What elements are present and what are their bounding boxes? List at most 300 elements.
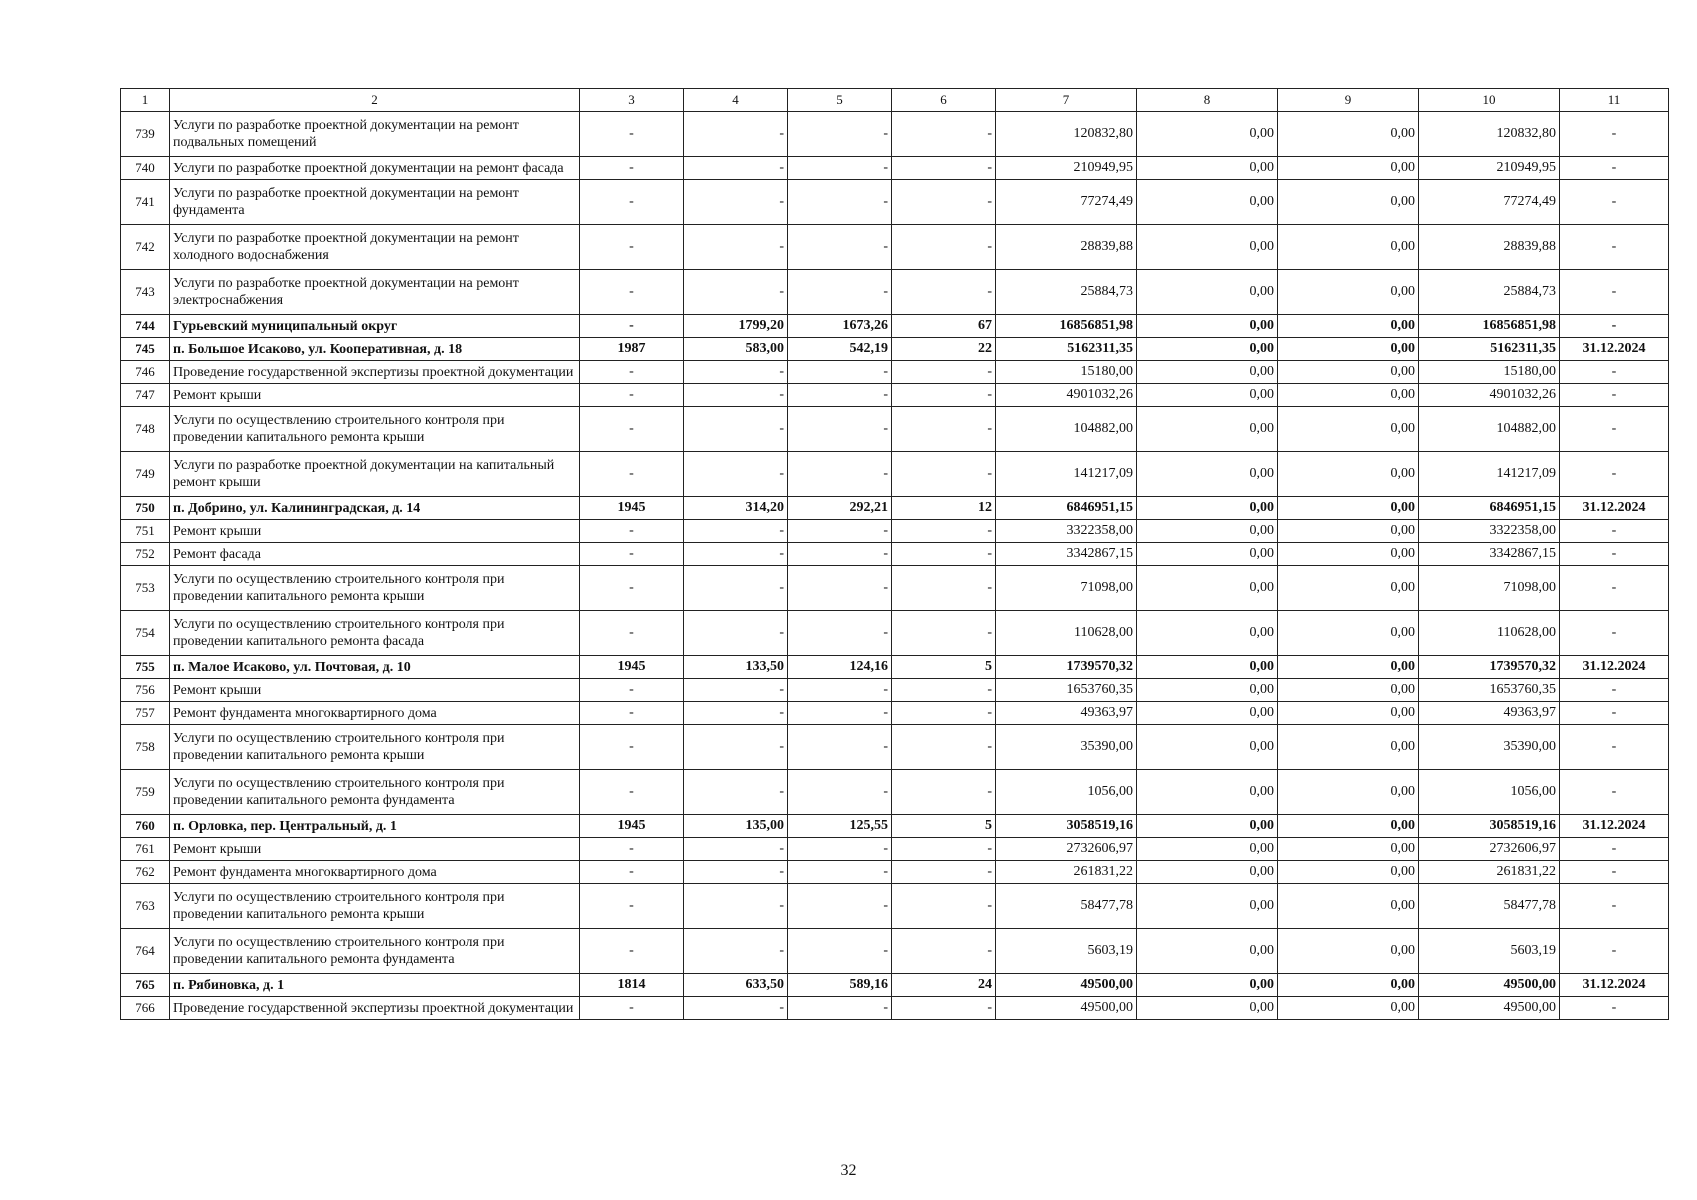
col5-cell: - xyxy=(788,929,892,974)
col5-cell: - xyxy=(788,270,892,315)
col7-cell: 210949,95 xyxy=(996,157,1137,180)
col8-cell: 0,00 xyxy=(1137,543,1278,566)
col10-cell: 25884,73 xyxy=(1419,270,1560,315)
col6-cell: - xyxy=(892,520,996,543)
table-row xyxy=(121,566,1669,611)
works-table xyxy=(120,88,1669,1020)
col9-cell: 0,00 xyxy=(1278,112,1419,157)
year-cell: - xyxy=(580,112,684,157)
row-number-cell: 746 xyxy=(121,361,170,384)
col9-cell: 0,00 xyxy=(1278,611,1419,656)
col6-cell: - xyxy=(892,384,996,407)
col8-cell: 0,00 xyxy=(1137,974,1278,997)
address-summary-row xyxy=(121,497,1669,520)
work-name-cell: Услуги по разработке проектной документации на ремонт фундамента xyxy=(170,180,580,225)
col11-cell: - xyxy=(1560,929,1669,974)
col10-cell: 16856851,98 xyxy=(1419,315,1560,338)
col7-cell: 2732606,97 xyxy=(996,838,1137,861)
col5-cell: - xyxy=(788,520,892,543)
col6-cell: 12 xyxy=(892,497,996,520)
year-cell: - xyxy=(580,180,684,225)
col8-cell: 0,00 xyxy=(1137,315,1278,338)
col7-cell: 15180,00 xyxy=(996,361,1137,384)
col4-cell: - xyxy=(684,702,788,725)
col8-cell: 0,00 xyxy=(1137,452,1278,497)
year-cell: - xyxy=(580,157,684,180)
table-row xyxy=(121,157,1669,180)
col6-cell: - xyxy=(892,361,996,384)
col11-cell: 31.12.2024 xyxy=(1560,815,1669,838)
col10-cell: 120832,80 xyxy=(1419,112,1560,157)
col8-cell: 0,00 xyxy=(1137,656,1278,679)
col11-cell: - xyxy=(1560,452,1669,497)
col8-cell: 0,00 xyxy=(1137,566,1278,611)
col6-cell: 5 xyxy=(892,656,996,679)
year-cell: - xyxy=(580,384,684,407)
col7-cell: 3322358,00 xyxy=(996,520,1137,543)
address-summary-row xyxy=(121,656,1669,679)
col8-cell: 0,00 xyxy=(1137,611,1278,656)
col5-cell: 292,21 xyxy=(788,497,892,520)
col11-cell: - xyxy=(1560,180,1669,225)
row-number-cell: 744 xyxy=(121,315,170,338)
row-number-cell: 755 xyxy=(121,656,170,679)
col11-cell: - xyxy=(1560,384,1669,407)
column-header: 5 xyxy=(788,89,892,112)
table-row xyxy=(121,112,1669,157)
col11-cell: 31.12.2024 xyxy=(1560,497,1669,520)
year-cell: - xyxy=(580,520,684,543)
col7-cell: 261831,22 xyxy=(996,861,1137,884)
work-name-cell: Услуги по осуществлению строительного контроля при проведении капитального ремонта фундамента xyxy=(170,929,580,974)
col7-cell: 1653760,35 xyxy=(996,679,1137,702)
col6-cell: - xyxy=(892,997,996,1020)
col10-cell: 5603,19 xyxy=(1419,929,1560,974)
col9-cell: 0,00 xyxy=(1278,884,1419,929)
work-name-cell: Ремонт фундамента многоквартирного дома xyxy=(170,861,580,884)
table-row xyxy=(121,702,1669,725)
col11-cell: - xyxy=(1560,725,1669,770)
col9-cell: 0,00 xyxy=(1278,180,1419,225)
col4-cell: 633,50 xyxy=(684,974,788,997)
col9-cell: 0,00 xyxy=(1278,861,1419,884)
col7-cell: 110628,00 xyxy=(996,611,1137,656)
col10-cell: 28839,88 xyxy=(1419,225,1560,270)
column-header: 1 xyxy=(121,89,170,112)
table-row xyxy=(121,929,1669,974)
col5-cell: - xyxy=(788,838,892,861)
address-summary-row xyxy=(121,315,1669,338)
col8-cell: 0,00 xyxy=(1137,407,1278,452)
row-number-cell: 753 xyxy=(121,566,170,611)
work-name-cell: п. Рябиновка, д. 1 xyxy=(170,974,580,997)
row-number-cell: 764 xyxy=(121,929,170,974)
year-cell: - xyxy=(580,361,684,384)
col4-cell: - xyxy=(684,566,788,611)
year-cell: - xyxy=(580,452,684,497)
col4-cell: - xyxy=(684,679,788,702)
col11-cell: - xyxy=(1560,225,1669,270)
col8-cell: 0,00 xyxy=(1137,225,1278,270)
row-number-cell: 745 xyxy=(121,338,170,361)
table-row xyxy=(121,770,1669,815)
col5-cell: 125,55 xyxy=(788,815,892,838)
col4-cell: 133,50 xyxy=(684,656,788,679)
table-row xyxy=(121,384,1669,407)
col9-cell: 0,00 xyxy=(1278,838,1419,861)
col5-cell: - xyxy=(788,225,892,270)
year-cell: 1945 xyxy=(580,815,684,838)
col6-cell: - xyxy=(892,611,996,656)
col8-cell: 0,00 xyxy=(1137,702,1278,725)
table-row xyxy=(121,725,1669,770)
table-row xyxy=(121,997,1669,1020)
col7-cell: 3342867,15 xyxy=(996,543,1137,566)
col11-cell: - xyxy=(1560,884,1669,929)
col4-cell: 1799,20 xyxy=(684,315,788,338)
column-header: 11 xyxy=(1560,89,1669,112)
col6-cell: - xyxy=(892,838,996,861)
col7-cell: 49363,97 xyxy=(996,702,1137,725)
col9-cell: 0,00 xyxy=(1278,679,1419,702)
row-number-cell: 739 xyxy=(121,112,170,157)
col9-cell: 0,00 xyxy=(1278,520,1419,543)
col5-cell: - xyxy=(788,861,892,884)
col5-cell: - xyxy=(788,180,892,225)
year-cell: 1814 xyxy=(580,974,684,997)
col10-cell: 1653760,35 xyxy=(1419,679,1560,702)
col5-cell: - xyxy=(788,157,892,180)
table-row xyxy=(121,611,1669,656)
col5-cell: - xyxy=(788,112,892,157)
col5-cell: 1673,26 xyxy=(788,315,892,338)
col5-cell: - xyxy=(788,702,892,725)
col9-cell: 0,00 xyxy=(1278,225,1419,270)
row-number-cell: 757 xyxy=(121,702,170,725)
year-cell: - xyxy=(580,407,684,452)
col5-cell: - xyxy=(788,611,892,656)
col7-cell: 3058519,16 xyxy=(996,815,1137,838)
col11-cell: - xyxy=(1560,270,1669,315)
col6-cell: 67 xyxy=(892,315,996,338)
work-name-cell: Услуги по разработке проектной документации на капитальный ремонт крыши xyxy=(170,452,580,497)
col11-cell: - xyxy=(1560,679,1669,702)
col8-cell: 0,00 xyxy=(1137,180,1278,225)
year-cell: - xyxy=(580,997,684,1020)
year-cell: - xyxy=(580,725,684,770)
col11-cell: - xyxy=(1560,861,1669,884)
col9-cell: 0,00 xyxy=(1278,543,1419,566)
col5-cell: - xyxy=(788,566,892,611)
work-name-cell: Услуги по разработке проектной документации на ремонт подвальных помещений xyxy=(170,112,580,157)
row-number-cell: 761 xyxy=(121,838,170,861)
table-row xyxy=(121,679,1669,702)
col10-cell: 49500,00 xyxy=(1419,974,1560,997)
year-cell: - xyxy=(580,838,684,861)
col11-cell: - xyxy=(1560,770,1669,815)
year-cell: - xyxy=(580,566,684,611)
table-row xyxy=(121,520,1669,543)
col6-cell: - xyxy=(892,270,996,315)
col4-cell: - xyxy=(684,384,788,407)
row-number-cell: 743 xyxy=(121,270,170,315)
work-name-cell: Ремонт крыши xyxy=(170,520,580,543)
col10-cell: 261831,22 xyxy=(1419,861,1560,884)
col4-cell: - xyxy=(684,520,788,543)
col11-cell: - xyxy=(1560,838,1669,861)
year-cell: 1945 xyxy=(580,497,684,520)
col6-cell: - xyxy=(892,929,996,974)
row-number-cell: 763 xyxy=(121,884,170,929)
row-number-cell: 756 xyxy=(121,679,170,702)
col4-cell: - xyxy=(684,770,788,815)
work-name-cell: Проведение государственной экспертизы проектной документации xyxy=(170,361,580,384)
year-cell: - xyxy=(580,611,684,656)
column-header: 3 xyxy=(580,89,684,112)
col8-cell: 0,00 xyxy=(1137,861,1278,884)
col7-cell: 49500,00 xyxy=(996,997,1137,1020)
row-number-cell: 751 xyxy=(121,520,170,543)
col10-cell: 6846951,15 xyxy=(1419,497,1560,520)
col4-cell: - xyxy=(684,407,788,452)
col9-cell: 0,00 xyxy=(1278,815,1419,838)
col6-cell: - xyxy=(892,702,996,725)
col9-cell: 0,00 xyxy=(1278,974,1419,997)
col5-cell: - xyxy=(788,452,892,497)
table-row xyxy=(121,861,1669,884)
col9-cell: 0,00 xyxy=(1278,407,1419,452)
work-name-cell: Ремонт крыши xyxy=(170,679,580,702)
table-row xyxy=(121,838,1669,861)
row-number-cell: 740 xyxy=(121,157,170,180)
year-cell: - xyxy=(580,929,684,974)
column-header: 2 xyxy=(170,89,580,112)
col5-cell: 124,16 xyxy=(788,656,892,679)
col6-cell: - xyxy=(892,884,996,929)
col10-cell: 35390,00 xyxy=(1419,725,1560,770)
col7-cell: 16856851,98 xyxy=(996,315,1137,338)
table-row xyxy=(121,452,1669,497)
col9-cell: 0,00 xyxy=(1278,361,1419,384)
col7-cell: 49500,00 xyxy=(996,974,1137,997)
year-cell: 1945 xyxy=(580,656,684,679)
col10-cell: 110628,00 xyxy=(1419,611,1560,656)
col10-cell: 77274,49 xyxy=(1419,180,1560,225)
col10-cell: 3058519,16 xyxy=(1419,815,1560,838)
col4-cell: - xyxy=(684,225,788,270)
col11-cell: 31.12.2024 xyxy=(1560,656,1669,679)
col5-cell: - xyxy=(788,407,892,452)
col8-cell: 0,00 xyxy=(1137,497,1278,520)
col4-cell: - xyxy=(684,452,788,497)
col11-cell: - xyxy=(1560,520,1669,543)
row-number-cell: 747 xyxy=(121,384,170,407)
col8-cell: 0,00 xyxy=(1137,679,1278,702)
col10-cell: 141217,09 xyxy=(1419,452,1560,497)
year-cell: - xyxy=(580,225,684,270)
row-number-cell: 765 xyxy=(121,974,170,997)
year-cell: - xyxy=(580,315,684,338)
col6-cell: - xyxy=(892,180,996,225)
col5-cell: - xyxy=(788,770,892,815)
col11-cell: - xyxy=(1560,702,1669,725)
col8-cell: 0,00 xyxy=(1137,929,1278,974)
col7-cell: 5603,19 xyxy=(996,929,1137,974)
col6-cell: - xyxy=(892,725,996,770)
address-summary-row xyxy=(121,974,1669,997)
work-name-cell: Услуги по разработке проектной документации на ремонт электроснабжения xyxy=(170,270,580,315)
work-name-cell: Услуги по осуществлению строительного контроля при проведении капитального ремонта крыши xyxy=(170,566,580,611)
col5-cell: 589,16 xyxy=(788,974,892,997)
col10-cell: 210949,95 xyxy=(1419,157,1560,180)
col9-cell: 0,00 xyxy=(1278,725,1419,770)
col11-cell: - xyxy=(1560,543,1669,566)
col7-cell: 5162311,35 xyxy=(996,338,1137,361)
col8-cell: 0,00 xyxy=(1137,157,1278,180)
work-name-cell: п. Добрино, ул. Калининградская, д. 14 xyxy=(170,497,580,520)
address-summary-row xyxy=(121,815,1669,838)
col7-cell: 104882,00 xyxy=(996,407,1137,452)
col6-cell: - xyxy=(892,407,996,452)
col9-cell: 0,00 xyxy=(1278,656,1419,679)
col9-cell: 0,00 xyxy=(1278,384,1419,407)
col4-cell: - xyxy=(684,884,788,929)
col5-cell: 542,19 xyxy=(788,338,892,361)
table-row xyxy=(121,180,1669,225)
col10-cell: 71098,00 xyxy=(1419,566,1560,611)
col7-cell: 1056,00 xyxy=(996,770,1137,815)
row-number-cell: 750 xyxy=(121,497,170,520)
col10-cell: 49500,00 xyxy=(1419,997,1560,1020)
work-name-cell: п. Большое Исаково, ул. Кооперативная, д. 18 xyxy=(170,338,580,361)
year-cell: - xyxy=(580,679,684,702)
col9-cell: 0,00 xyxy=(1278,929,1419,974)
year-cell: 1987 xyxy=(580,338,684,361)
row-number-cell: 758 xyxy=(121,725,170,770)
col11-cell: - xyxy=(1560,997,1669,1020)
work-name-cell: п. Орловка, пер. Центральный, д. 1 xyxy=(170,815,580,838)
col7-cell: 28839,88 xyxy=(996,225,1137,270)
work-name-cell: Услуги по разработке проектной документации на ремонт холодного водоснабжения xyxy=(170,225,580,270)
col6-cell: 24 xyxy=(892,974,996,997)
col7-cell: 1739570,32 xyxy=(996,656,1137,679)
row-number-cell: 760 xyxy=(121,815,170,838)
column-header: 7 xyxy=(996,89,1137,112)
col11-cell: - xyxy=(1560,566,1669,611)
col7-cell: 71098,00 xyxy=(996,566,1137,611)
col9-cell: 0,00 xyxy=(1278,315,1419,338)
col5-cell: - xyxy=(788,543,892,566)
col4-cell: - xyxy=(684,929,788,974)
col9-cell: 0,00 xyxy=(1278,997,1419,1020)
row-number-cell: 741 xyxy=(121,180,170,225)
col6-cell: - xyxy=(892,861,996,884)
col4-cell: - xyxy=(684,861,788,884)
work-name-cell: Ремонт фундамента многоквартирного дома xyxy=(170,702,580,725)
col4-cell: 314,20 xyxy=(684,497,788,520)
col4-cell: - xyxy=(684,997,788,1020)
table-row xyxy=(121,884,1669,929)
col9-cell: 0,00 xyxy=(1278,770,1419,815)
col11-cell: - xyxy=(1560,361,1669,384)
col10-cell: 3342867,15 xyxy=(1419,543,1560,566)
row-number-cell: 762 xyxy=(121,861,170,884)
col6-cell: - xyxy=(892,112,996,157)
col5-cell: - xyxy=(788,997,892,1020)
col11-cell: - xyxy=(1560,112,1669,157)
col8-cell: 0,00 xyxy=(1137,270,1278,315)
col10-cell: 5162311,35 xyxy=(1419,338,1560,361)
col4-cell: - xyxy=(684,611,788,656)
work-name-cell: Ремонт фасада xyxy=(170,543,580,566)
col6-cell: 5 xyxy=(892,815,996,838)
col9-cell: 0,00 xyxy=(1278,338,1419,361)
col4-cell: - xyxy=(684,725,788,770)
column-header: 9 xyxy=(1278,89,1419,112)
col5-cell: - xyxy=(788,679,892,702)
work-name-cell: Ремонт крыши xyxy=(170,838,580,861)
col8-cell: 0,00 xyxy=(1137,384,1278,407)
col9-cell: 0,00 xyxy=(1278,497,1419,520)
col10-cell: 104882,00 xyxy=(1419,407,1560,452)
col8-cell: 0,00 xyxy=(1137,997,1278,1020)
col9-cell: 0,00 xyxy=(1278,157,1419,180)
work-name-cell: п. Малое Исаково, ул. Почтовая, д. 10 xyxy=(170,656,580,679)
work-name-cell: Ремонт крыши xyxy=(170,384,580,407)
col11-cell: - xyxy=(1560,611,1669,656)
col6-cell: - xyxy=(892,225,996,270)
col8-cell: 0,00 xyxy=(1137,815,1278,838)
col9-cell: 0,00 xyxy=(1278,566,1419,611)
col8-cell: 0,00 xyxy=(1137,338,1278,361)
col7-cell: 4901032,26 xyxy=(996,384,1137,407)
col4-cell: - xyxy=(684,543,788,566)
col5-cell: - xyxy=(788,884,892,929)
column-header: 10 xyxy=(1419,89,1560,112)
col4-cell: - xyxy=(684,180,788,225)
col10-cell: 4901032,26 xyxy=(1419,384,1560,407)
col10-cell: 58477,78 xyxy=(1419,884,1560,929)
col10-cell: 15180,00 xyxy=(1419,361,1560,384)
col8-cell: 0,00 xyxy=(1137,884,1278,929)
year-cell: - xyxy=(580,543,684,566)
col10-cell: 49363,97 xyxy=(1419,702,1560,725)
col4-cell: 135,00 xyxy=(684,815,788,838)
col7-cell: 6846951,15 xyxy=(996,497,1137,520)
col4-cell: - xyxy=(684,361,788,384)
col9-cell: 0,00 xyxy=(1278,270,1419,315)
col4-cell: - xyxy=(684,838,788,861)
col6-cell: - xyxy=(892,679,996,702)
col5-cell: - xyxy=(788,384,892,407)
col6-cell: - xyxy=(892,452,996,497)
year-cell: - xyxy=(580,770,684,815)
row-number-cell: 742 xyxy=(121,225,170,270)
col6-cell: - xyxy=(892,770,996,815)
col6-cell: - xyxy=(892,157,996,180)
col10-cell: 1056,00 xyxy=(1419,770,1560,815)
col4-cell: 583,00 xyxy=(684,338,788,361)
work-name-cell: Услуги по разработке проектной документации на ремонт фасада xyxy=(170,157,580,180)
work-name-cell: Услуги по осуществлению строительного контроля при проведении капитального ремонта крыши xyxy=(170,884,580,929)
col9-cell: 0,00 xyxy=(1278,452,1419,497)
table-row xyxy=(121,543,1669,566)
work-name-cell: Услуги по осуществлению строительного контроля при проведении капитального ремонта фасада xyxy=(170,611,580,656)
col11-cell: 31.12.2024 xyxy=(1560,338,1669,361)
col7-cell: 120832,80 xyxy=(996,112,1137,157)
col4-cell: - xyxy=(684,157,788,180)
row-number-cell: 766 xyxy=(121,997,170,1020)
